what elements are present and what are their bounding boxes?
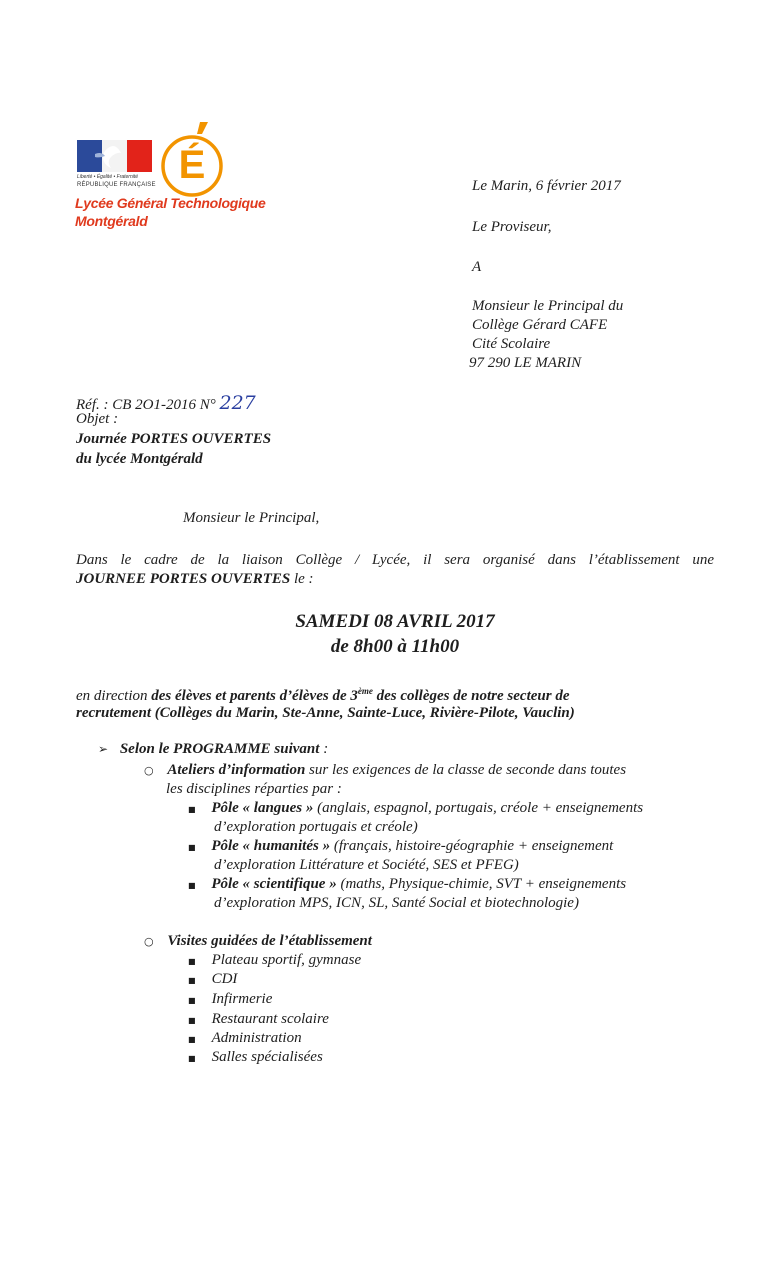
- pole-desc-cont: d’exploration portugais et créole): [214, 819, 418, 835]
- republic-motto: Liberté • Égalité • Fraternité: [77, 174, 139, 180]
- square-bullet-icon: ■: [188, 996, 196, 1005]
- square-bullet-icon: ■: [188, 1054, 196, 1063]
- recipient-to: A: [472, 259, 482, 275]
- audience-line1: [76, 686, 569, 705]
- visit-item: [188, 991, 272, 1008]
- arrow-bullet-icon: ➢: [98, 742, 109, 756]
- workshops-line1: [144, 762, 626, 779]
- object-label: Objet :: [76, 411, 119, 427]
- visit-label: Administration: [211, 1030, 302, 1046]
- audience-bold1: des élèves et parents d’élèves de 3: [151, 688, 358, 704]
- visit-item: [188, 1030, 302, 1047]
- circle-bullet-icon: ○: [144, 764, 154, 777]
- program-heading-text: Selon le PROGRAMME suivant: [119, 741, 320, 757]
- pole-item: [188, 800, 643, 817]
- audience-sup: ème: [357, 686, 373, 696]
- school-e-logo: [160, 118, 228, 198]
- pole-desc-cont: d’exploration MPS, ICN, SL, Santé Social et biotechnologie): [214, 895, 579, 911]
- marianne-icon: [91, 144, 129, 170]
- event-time: de 8h00 à 11h00: [330, 636, 460, 657]
- recipient-line: Monsieur le Principal du: [472, 298, 624, 314]
- pole-name: Pôle « scientifique »: [211, 876, 337, 892]
- reference-number: 227: [219, 392, 256, 414]
- pole-desc: (anglais, espagnol, portugais, créole + enseignements: [313, 800, 644, 816]
- salutation: Monsieur le Principal,: [183, 510, 320, 526]
- visit-item: [188, 1049, 323, 1066]
- school-e-letter: É: [178, 143, 206, 187]
- visits-heading: [144, 933, 372, 950]
- square-bullet-icon: ■: [188, 1016, 196, 1025]
- republic-label: RÉPUBLIQUE FRANÇAISE: [77, 182, 156, 188]
- program-heading-suffix: :: [319, 741, 329, 757]
- visit-label: Restaurant scolaire: [211, 1011, 329, 1027]
- intro-line2-suffix: le :: [290, 571, 314, 587]
- event-name: JOURNEE PORTES OUVERTES: [76, 571, 291, 587]
- event-date: SAMEDI 08 AVRIL 2017: [295, 611, 495, 632]
- audience-prefix: en direction: [76, 688, 152, 704]
- recipient-line: Cité Scolaire: [472, 336, 551, 352]
- visits-title: Visites guidées de l’établissement: [167, 933, 372, 949]
- workshops-desc1: sur les exigences de la classe de seconde dans toutes: [305, 762, 627, 778]
- school-name-line1: Lycée Général Technologique: [75, 195, 266, 211]
- recipient-line: Collège Gérard CAFE: [472, 317, 608, 333]
- circle-bullet-icon: ○: [144, 935, 154, 948]
- intro-line2: [76, 571, 314, 588]
- square-bullet-icon: ■: [188, 843, 196, 852]
- sender: Le Proviseur,: [472, 219, 552, 235]
- school-name-line2: Montgérald: [75, 213, 148, 229]
- pole-desc: (maths, Physique-chimie, SVT + enseignements: [336, 876, 627, 892]
- square-bullet-icon: ■: [188, 976, 196, 985]
- program-heading: [98, 741, 328, 758]
- visit-item: [188, 971, 237, 988]
- object-line: Journée PORTES OUVERTES: [76, 431, 272, 447]
- pole-desc-cont: d’exploration Littérature et Société, SES et PFEG): [214, 857, 519, 873]
- audience-line2: recrutement (Collèges du Marin, Ste-Anne, Sainte-Luce, Rivière-Pilote, Vauclin): [76, 705, 575, 721]
- place-date: Le Marin, 6 février 2017: [472, 178, 621, 194]
- square-bullet-icon: ■: [188, 957, 196, 966]
- reference-label: Réf. : CB 2O1-2016 N°: [76, 397, 216, 413]
- object-line: du lycée Montgérald: [76, 451, 203, 467]
- visit-label: Plateau sportif, gymnase: [211, 952, 362, 968]
- audience-bold2: des collèges de notre secteur de: [372, 688, 570, 704]
- visit-label: Infirmerie: [211, 991, 273, 1007]
- visit-label: CDI: [211, 971, 238, 987]
- republique-flag-logo: [77, 140, 152, 172]
- workshops-desc2: les disciplines réparties par :: [166, 781, 342, 797]
- square-bullet-icon: ■: [188, 881, 196, 890]
- square-bullet-icon: ■: [188, 1035, 196, 1044]
- recipient-line: 97 290 LE MARIN: [469, 355, 582, 371]
- visit-item: [188, 1011, 329, 1028]
- pole-item: [188, 876, 626, 893]
- pole-name: Pôle « humanités »: [211, 838, 331, 854]
- workshops-title: Ateliers d’information: [167, 762, 306, 778]
- square-bullet-icon: ■: [188, 805, 196, 814]
- intro-line1: Dans le cadre de la liaison Collège / Lycée, il sera organisé dans l’établissement une: [76, 552, 714, 568]
- pole-name: Pôle « langues »: [211, 800, 314, 816]
- visit-label: Salles spécialisées: [211, 1049, 323, 1065]
- visit-item: [188, 952, 361, 969]
- pole-item: [188, 838, 613, 855]
- pole-desc: (français, histoire-géographie + enseignement: [330, 838, 614, 854]
